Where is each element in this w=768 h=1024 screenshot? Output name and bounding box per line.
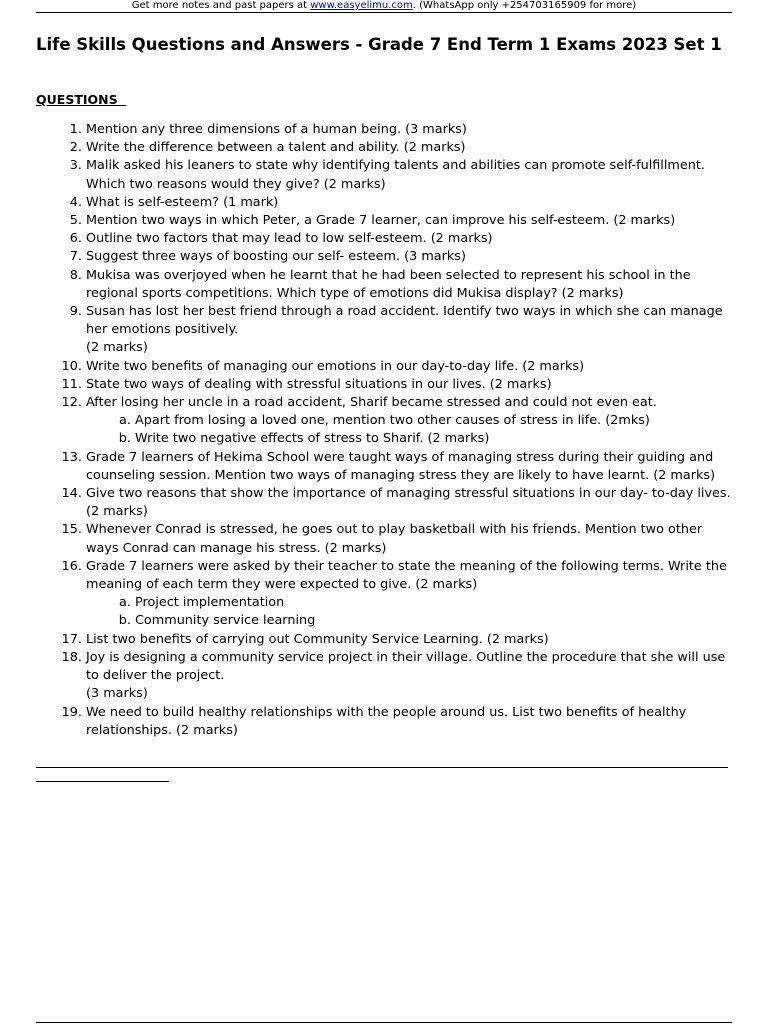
question-item	[86, 394, 736, 449]
question-item	[86, 649, 736, 704]
question-text: Outline two factors that may lead to low self-esteem. (2 marks)	[86, 231, 493, 247]
question-text: Grade 7 learners were asked by their teacher to state the meaning of the following terms. Write the meaning of each term they were expected to give. (2 marks)	[86, 558, 727, 593]
question-text: Grade 7 learners of Hekima School were taught ways of managing stress during their guiding and counseling session. Mention two ways of managing stress they are likely to have learnt. (2 marks)	[86, 449, 716, 483]
question-item	[86, 230, 736, 248]
short-divider-line	[36, 781, 169, 782]
question-marks: (3 marks)	[86, 686, 148, 702]
sub-question-item: b. Community service learning	[135, 612, 736, 630]
question-item	[86, 449, 736, 485]
question-marks: (2 marks)	[86, 340, 148, 356]
question-item	[86, 704, 736, 740]
question-text: Write the difference between a talent and ability. (2 marks)	[86, 140, 466, 156]
sub-question-item: a. Apart from losing a loved one, mention two other causes of stress in life. (2mks)	[135, 412, 736, 430]
document-title: Life Skills Questions and Answers - Grade 7 End Term 1 Exams 2023 Set 1	[36, 35, 722, 54]
sub-question-item: b. Write two negative effects of stress to Sharif. (2 marks)	[135, 430, 736, 448]
question-text: Mention two ways in which Peter, a Grade 7 learner, can improve his self-esteem. (2 marks)	[86, 213, 676, 229]
questions-heading: QUESTIONS	[36, 92, 127, 107]
question-item	[86, 558, 736, 631]
question-text: List two benefits of carrying out Community Service Learning. (2 marks)	[86, 631, 549, 647]
question-text: State two ways of dealing with stressful situations in our lives. (2 marks)	[86, 376, 552, 392]
question-text: Susan has lost her best friend through a road accident. Identify two ways in which she can manage her emotions positively.	[86, 304, 723, 338]
question-item	[86, 631, 736, 649]
sub-question-item: a. Project implementation	[135, 594, 736, 612]
question-list	[36, 121, 736, 740]
question-item	[86, 376, 736, 394]
question-item	[86, 521, 736, 557]
question-item	[86, 267, 736, 303]
question-text: Joy is designing a community service project in their village. Outline the procedure that she will use to deliver the project.	[86, 649, 726, 684]
question-text: After losing her uncle in a road accident, Sharif became stressed and could not even eat.	[86, 395, 657, 411]
question-text: Whenever Conrad is stressed, he goes out to play basketball with his friends. Mention two other ways Conrad can manage his stress. (2 marks)	[86, 522, 703, 556]
question-item	[86, 358, 736, 376]
website-link[interactable]: www.easyelimu.com	[310, 0, 413, 11]
question-item	[86, 157, 736, 193]
sub-question-list	[86, 594, 736, 630]
header-prefix: Get more notes and past papers at	[131, 0, 311, 11]
question-text: Give two reasons that show the importance of managing stressful situations in our day- to-day lives. (2 marks)	[86, 486, 731, 520]
question-item	[86, 212, 736, 230]
divider-line	[36, 767, 728, 768]
page-header	[36, 0, 732, 13]
question-item	[86, 485, 736, 521]
question-item	[86, 303, 736, 358]
question-text: Malik asked his leaners to state why identifying talents and abilities can promote self-fulfillment. Which two reasons would they give? (2 marks)	[86, 158, 705, 192]
question-text: What is self-esteem? (1 mark)	[86, 194, 279, 210]
question-text: Mention any three dimensions of a human being. (3 marks)	[86, 122, 467, 137]
question-text: Write two benefits of managing our emotions in our day-to-day life. (2 marks)	[86, 358, 585, 374]
question-text: We need to build healthy relationships with the people around us. List two benefits of healthy relationships. (2 marks)	[86, 704, 687, 738]
question-item	[86, 194, 736, 212]
footer-divider-line	[36, 1022, 732, 1023]
question-item	[86, 121, 736, 139]
sub-question-list	[86, 412, 736, 448]
question-item	[86, 248, 736, 266]
question-text: Suggest three ways of boosting our self- esteem. (3 marks)	[86, 249, 466, 265]
question-item	[86, 139, 736, 157]
question-text: Mukisa was overjoyed when he learnt that he had been selected to represent his school in the regional sports competitions. Which type of emotions did Mukisa display? (2 marks)	[86, 267, 691, 301]
header-suffix: . (WhatsApp only +254703165909 for more)	[412, 0, 637, 11]
